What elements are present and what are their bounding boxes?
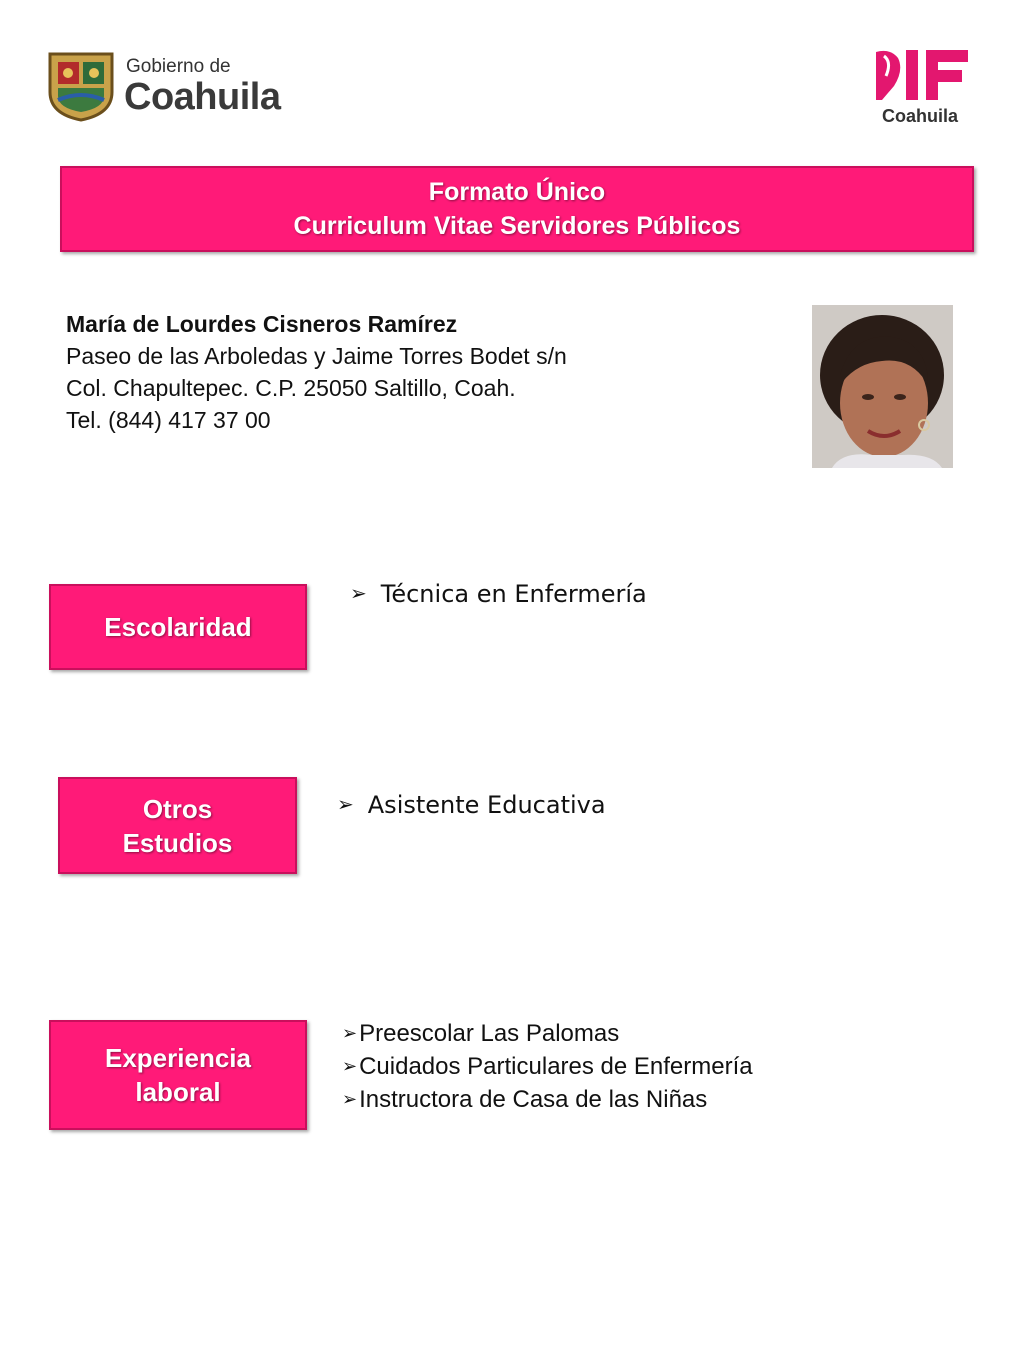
otros-label-line1: Otros — [142, 793, 213, 824]
list-item — [342, 1084, 753, 1117]
experiencia-laboral-list — [342, 1018, 753, 1117]
profile-photo — [812, 305, 953, 468]
list-item — [350, 580, 647, 608]
list-item-text: Cuidados Particulares de Enfermería — [359, 1053, 753, 1080]
person-name: María de Lourdes Cisneros Ramírez — [66, 311, 458, 337]
banner-line2: Curriculum Vitae Servidores Públicos — [293, 212, 741, 240]
arrow-bullet-icon: ➢ — [342, 1056, 358, 1076]
dif-heart-icon — [872, 46, 972, 106]
otros-estudios-label — [58, 777, 297, 874]
list-item-text: Preescolar Las Palomas — [359, 1020, 620, 1047]
gobierno-coahuila-logo — [44, 46, 304, 126]
address-line1: Paseo de las Arboledas y Jaime Torres Bodet s/n — [66, 343, 567, 369]
title-banner — [60, 166, 974, 252]
escolaridad-label-text: Escolaridad — [104, 611, 252, 642]
list-item-text: Instructora de Casa de las Niñas — [359, 1086, 708, 1113]
list-item — [342, 1051, 753, 1084]
dif-logo-sub: Coahuila — [882, 106, 959, 126]
arrow-bullet-icon: ➢ — [337, 792, 354, 816]
escolaridad-label — [49, 584, 307, 670]
phone: Tel. (844) 417 37 00 — [66, 407, 271, 433]
otros-estudios-list — [337, 791, 606, 819]
arrow-bullet-icon: ➢ — [350, 581, 367, 605]
coat-of-arms-icon — [44, 48, 118, 122]
arrow-bullet-icon: ➢ — [342, 1089, 358, 1109]
portrait-image — [812, 305, 953, 468]
banner-line1: Formato Único — [428, 178, 606, 206]
experiencia-label-line2: laboral — [135, 1077, 221, 1107]
personal-info — [66, 308, 567, 436]
list-item-text: Asistente Educativa — [367, 791, 606, 819]
experiencia-label-line1: Experiencia — [105, 1043, 251, 1073]
dif-coahuila-logo — [872, 46, 982, 130]
gov-logo-line2: Coahuila — [124, 76, 281, 118]
list-item — [342, 1018, 753, 1051]
list-item-text: Técnica en Enfermería — [380, 580, 647, 608]
experiencia-laboral-label — [49, 1020, 307, 1130]
otros-label-line2: Estudios — [122, 827, 233, 858]
gov-logo-line1: Gobierno de — [126, 56, 231, 77]
list-item — [337, 791, 606, 819]
escolaridad-list — [350, 580, 647, 608]
address-line2: Col. Chapultepec. C.P. 25050 Saltillo, Coah. — [66, 375, 516, 401]
arrow-bullet-icon: ➢ — [342, 1023, 358, 1043]
